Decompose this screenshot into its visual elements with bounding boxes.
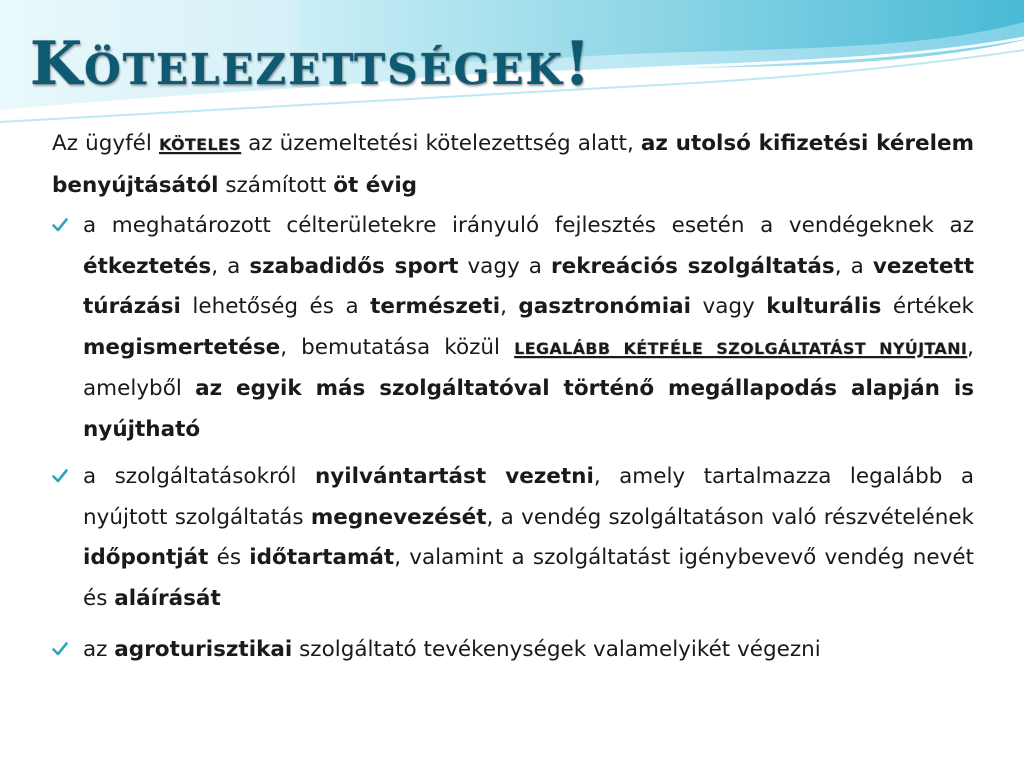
bullet-bold-run: étkeztetés: [83, 253, 212, 279]
bullet-emphasis-run: LEGALÁBB KÉTFÉLE SZOLGÁLTATÁST NYÚJTANI: [514, 338, 968, 358]
intro-text-3: számított: [218, 172, 334, 198]
bullet-text-run: az: [83, 637, 115, 662]
intro-emphasis-koteles: KÖTELES: [158, 135, 242, 154]
intro-bold-1: az utolsó kifizetési kérelem benyújtásától: [52, 131, 974, 198]
bullet-bold-run: aláírását: [114, 585, 221, 611]
bullet-item: [52, 630, 974, 671]
intro-bold-2: öt évig: [333, 172, 418, 198]
bullet-text-run: a szolgáltatásokról: [83, 464, 315, 489]
bullet-bold-run: vezetett túrázási: [83, 253, 974, 319]
bullet-bold-run: időtartamát: [249, 545, 395, 570]
check-mark-icon: [52, 630, 83, 671]
bullet-text: [83, 457, 974, 619]
intro-text-1: Az ügyfél: [52, 131, 159, 156]
bullet-text-run: és: [208, 545, 250, 570]
bullet-text-run: , valamint a szolgáltatást igénybevevő vendég nevét és: [83, 545, 974, 611]
bullet-text-run: , a: [211, 253, 250, 279]
bullet-text-run: lehetőség és a: [180, 294, 371, 319]
bullet-bold-run: rekreációs szolgáltatás: [551, 253, 835, 279]
bullet-text-run: , a vendég szolgáltatáson való részvételének: [486, 504, 974, 530]
bullet-text: [83, 630, 974, 671]
bullet-bold-run: időpontját: [83, 545, 209, 570]
bullet-bold-run: az egyik más szolgáltatóval történő megállapodás alapján is nyújtható: [83, 376, 974, 442]
bullet-item: [52, 206, 974, 450]
bullet-text-run: szolgáltató tevékenységek valamelyikét végezni: [292, 637, 821, 662]
bullet-item: [52, 457, 974, 619]
bullet-bold-run: szabadidős sport: [249, 253, 459, 279]
intro-text-2: az üzemeltetési kötelezettség alatt,: [241, 131, 641, 156]
bullet-text-run: , bemutatása közül: [280, 334, 515, 360]
bullet-text-run: vagy a: [458, 253, 552, 279]
intro-paragraph: [52, 124, 974, 206]
bullet-text-run: , amely tartalmazza legalább a nyújtott szolgáltatás: [83, 464, 974, 530]
bullet-text-run: , amelyből: [83, 334, 974, 401]
bullet-text: [83, 206, 974, 450]
bullet-bold-run: megnevezését: [310, 504, 487, 530]
bullet-text-run: a meghatározott célterületekre irányuló fejlesztés esetén a vendégeknek az: [83, 213, 974, 238]
bullet-text-run: vagy: [691, 294, 767, 319]
check-mark-icon: [52, 206, 83, 247]
slide-title: Kötelezettségek!: [30, 29, 593, 99]
bullet-bold-run: agroturisztikai: [114, 637, 293, 662]
check-mark-icon: [52, 457, 83, 498]
bullet-bold-run: megismertetése: [83, 334, 281, 360]
bullet-bold-run: gasztronómiai: [518, 294, 691, 319]
slide-content: [52, 124, 974, 671]
bullet-bold-run: kulturális: [766, 294, 882, 319]
bullet-bold-run: nyilvántartást vezetni: [314, 464, 594, 489]
bullet-text-run: ,: [500, 294, 519, 319]
bullet-bold-run: természeti: [370, 294, 501, 319]
bullet-text-run: értékek: [881, 294, 974, 319]
bullet-text-run: , a: [834, 253, 873, 279]
